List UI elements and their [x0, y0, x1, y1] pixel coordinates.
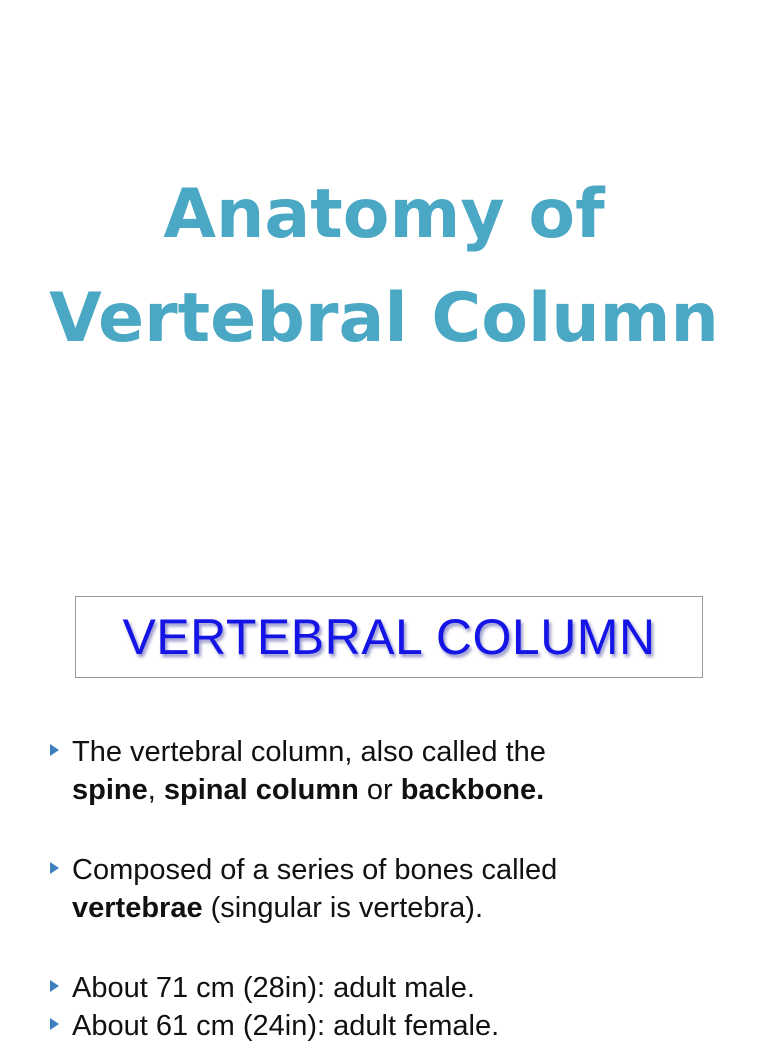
list-item	[48, 1007, 728, 1045]
title-line-2: Vertebral Column	[49, 279, 719, 358]
list-item	[48, 733, 728, 809]
title-line-1: Anatomy of	[163, 175, 605, 254]
page-title	[0, 163, 768, 371]
bullet-arrow-icon	[50, 1018, 59, 1030]
vertebral-column-banner	[75, 596, 703, 678]
banner-text: VERTEBRAL COLUMN	[122, 609, 656, 665]
separator: ,	[147, 774, 164, 806]
bullet-text: (singular is vertebra).	[202, 892, 484, 924]
bullet-text: About 61 cm (24in): adult female.	[72, 1010, 500, 1042]
bullet-arrow-icon	[50, 744, 59, 756]
bullet-text: Composed of a series of bones called	[72, 854, 558, 886]
terminal-period: .	[536, 774, 545, 806]
bullet-text: About 71 cm (28in): adult male.	[72, 972, 475, 1004]
bold-term: vertebrae	[72, 892, 203, 924]
bold-term: spine	[72, 774, 148, 806]
list-item	[48, 969, 728, 1007]
bullet-arrow-icon	[50, 862, 59, 874]
bullet-list	[48, 733, 728, 1045]
list-item	[48, 851, 728, 927]
bullet-text: The vertebral column, also called the	[72, 736, 546, 768]
separator: or	[358, 774, 401, 806]
bold-term: backbone	[400, 774, 537, 806]
bold-term: spinal column	[163, 774, 359, 806]
bullet-arrow-icon	[50, 980, 59, 992]
